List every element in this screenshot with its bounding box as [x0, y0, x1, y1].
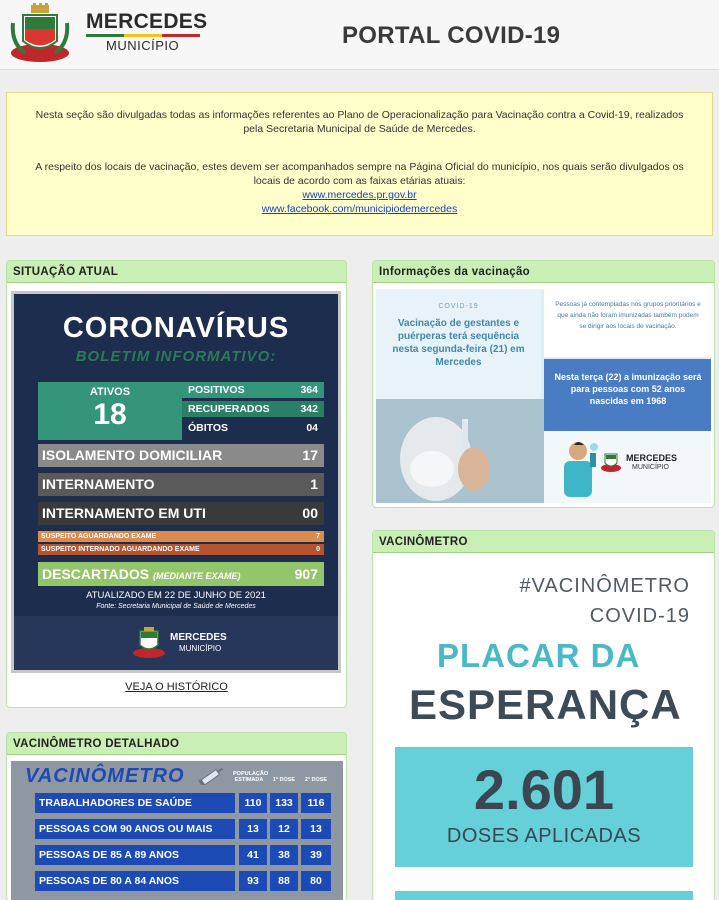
logo-flag-bars — [86, 34, 202, 37]
vacinometro-counter-image[interactable] — [373, 553, 714, 900]
vacinacao-announcement-image[interactable] — [376, 289, 711, 503]
vacinometro-panel — [372, 530, 715, 900]
boletim-informativo[interactable] — [11, 291, 341, 673]
suspeito-internado-row — [38, 544, 324, 555]
obitos-label: ÓBITOS — [188, 422, 229, 434]
placar-text: PLACAR DA — [437, 637, 641, 674]
isolamento-row — [38, 444, 324, 467]
page-title: PORTAL COVID-19 — [342, 22, 561, 49]
vacinometro-table-image[interactable] — [11, 761, 343, 900]
veja-historico-link[interactable]: VEJA O HISTÓRICO — [125, 681, 228, 693]
recuperados-value: 342 — [300, 403, 318, 415]
covid-tag: COVID-19 — [438, 303, 479, 310]
syringe-icon — [197, 767, 227, 785]
boletim-title: CORONAVÍRUS — [62, 312, 290, 344]
nurse-vaccine-image-icon — [376, 399, 544, 503]
row-dose2: 13 — [301, 819, 331, 839]
row-dose1: 12 — [270, 819, 298, 839]
row-label: PESSOAS DE 85 A 89 ANOS — [35, 845, 235, 865]
row-dose2: 116 — [301, 793, 331, 813]
row-pop: 41 — [239, 845, 267, 865]
vacinometro-covid: COVID-19 — [589, 605, 690, 627]
announcement-left — [376, 289, 541, 399]
suspeito-exame-value: 7 — [316, 533, 320, 540]
boletim-footer — [14, 616, 338, 670]
col-header-dose2: 2ª DOSE — [304, 777, 328, 783]
announcement-footer — [544, 431, 711, 503]
row-dose2: 39 — [301, 845, 331, 865]
announcement-headline: Vacinação de gestantes e puérperas terá sequência nesta segunda-feira (21) em Mercedes — [392, 318, 525, 368]
table-row — [35, 845, 331, 865]
recuperados-row — [182, 401, 324, 417]
nurse-photo — [376, 399, 544, 503]
table-row — [35, 871, 331, 891]
panel-heading: Informações da vacinação — [373, 261, 714, 283]
row-label: PESSOAS DE 80 A 84 ANOS — [35, 871, 235, 891]
announcement-highlight — [544, 359, 711, 431]
obitos-value: 04 — [306, 422, 318, 434]
boletim-updated: ATUALIZADO EM 22 DE JUNHO DE 2021 — [86, 590, 266, 601]
municipal-crest-icon — [600, 451, 622, 473]
table-title: VACINÔMETRO — [25, 765, 185, 787]
positivos-value: 364 — [300, 384, 318, 396]
announcement-highlight-text: Nesta terça (22) a imunização será para pessoas com 52 anos nascidas em 1968 — [554, 372, 702, 406]
ativos-label: ATIVOS — [89, 386, 131, 398]
row-dose1: 38 — [270, 845, 298, 865]
vacinometro-detalhado-panel — [6, 732, 347, 900]
internamento-row — [38, 473, 324, 496]
vacinacao-info-panel — [372, 260, 715, 508]
announcement-logo-title: MERCEDES — [626, 453, 678, 463]
row-pop: 93 — [239, 871, 267, 891]
uti-row — [38, 502, 324, 525]
uti-value: 00 — [302, 505, 318, 521]
link-facebook[interactable]: www.facebook.com/municipiodemercedes — [261, 203, 458, 215]
isolamento-label: ISOLAMENTO DOMICILIAR — [42, 447, 223, 463]
suspeito-exame-label: SUSPEITO AGUARDANDO EXAME — [41, 533, 157, 540]
vacinometro-hashtag: #VACINÔMETRO — [519, 575, 690, 597]
isolamento-value: 17 — [302, 447, 318, 463]
row-pop: 110 — [239, 793, 267, 813]
table-row — [35, 819, 331, 839]
situacao-atual-panel — [6, 260, 347, 708]
doses-box — [395, 747, 693, 867]
footer-logo-title: MERCEDES — [170, 632, 227, 643]
announcement-logo-subtitle: MUNICÍPIO — [632, 464, 669, 471]
recuperados-label: RECUPERADOS — [188, 403, 270, 415]
announcement-note-text: Pessoas já contempladas nos grupos prioritários e que ainda não foram imunizadas também podem se dirigir aos locais de vacinação. — [555, 301, 701, 330]
col-header-dose1: 1ª DOSE — [272, 777, 296, 783]
obitos-row — [182, 420, 324, 436]
table-row — [35, 793, 331, 813]
row-dose2: 80 — [301, 871, 331, 891]
positivos-label: POSITIVOS — [188, 384, 245, 396]
row-pop: 13 — [239, 819, 267, 839]
descartados-modifier: (MEDIANTE EXAME) — [152, 571, 241, 581]
positivos-row — [182, 382, 324, 398]
descartados-value: 907 — [294, 566, 318, 582]
esperanca-text: ESPERANÇA — [409, 681, 682, 728]
row-label: TRABALHADORES DE SAÚDE — [35, 793, 235, 813]
site-header — [0, 0, 719, 70]
suspeito-internado-value: 0 — [316, 546, 320, 553]
col-header-populacao: POPULAÇÃO ESTIMADA — [233, 771, 269, 783]
internamento-label: INTERNAMENTO — [42, 476, 155, 492]
notice-paragraph-1: Nesta seção são divulgadas todas as informações referentes ao Plano de Operacionalização para Vacinação contra a Covid-19, realizados pela Secretaria Municipal de Saúde de Mercedes. — [35, 109, 684, 135]
row-label: PESSOAS COM 90 ANOS OU MAIS — [35, 819, 235, 839]
panel-heading: VACINÔMETRO — [373, 531, 714, 553]
boletim-subtitle: BOLETIM INFORMATIVO: — [75, 348, 277, 365]
decorative-strip — [395, 891, 693, 900]
row-dose1: 133 — [270, 793, 298, 813]
municipal-crest-icon[interactable] — [9, 3, 71, 67]
uti-label: INTERNAMENTO EM UTI — [42, 505, 206, 521]
link-prefeitura-site[interactable]: www.mercedes.pr.gov.br — [302, 189, 417, 201]
announcement-note — [544, 289, 711, 357]
row-dose1: 88 — [270, 871, 298, 891]
ativos-box — [38, 382, 182, 440]
doses-label: DOSES APLICADAS — [446, 825, 642, 847]
descartados-row — [38, 562, 324, 586]
ativos-value: 18 — [93, 398, 127, 431]
logo-title: MERCEDES — [86, 10, 208, 33]
info-notice — [6, 92, 713, 236]
boletim-source: Fonte: Secretaria Municipal de Saúde de Mercedes — [96, 603, 256, 610]
doses-value: 2.601 — [473, 758, 615, 821]
municipal-crest-icon — [132, 626, 166, 660]
notice-paragraph-2: A respeito dos locais de vacinação, estes devem ser acompanhados sempre na Página Oficial do município, nos quais serão divulgados os locais de acordo com as faixas etárias atuais: — [35, 161, 684, 187]
suspeito-internado-label: SUSPEITO INTERNADO AGUARDANDO EXAME — [41, 546, 200, 553]
logo-subtitle: MUNICÍPIO — [106, 38, 180, 53]
panel-heading: SITUAÇÃO ATUAL — [7, 261, 346, 283]
suspeito-exame-row — [38, 531, 324, 542]
internamento-value: 1 — [310, 476, 318, 492]
descartados-label: DESCARTADOS — [42, 566, 150, 582]
footer-logo-subtitle: MUNICÍPIO — [179, 644, 222, 653]
panel-heading: VACINÔMETRO DETALHADO — [7, 733, 346, 755]
